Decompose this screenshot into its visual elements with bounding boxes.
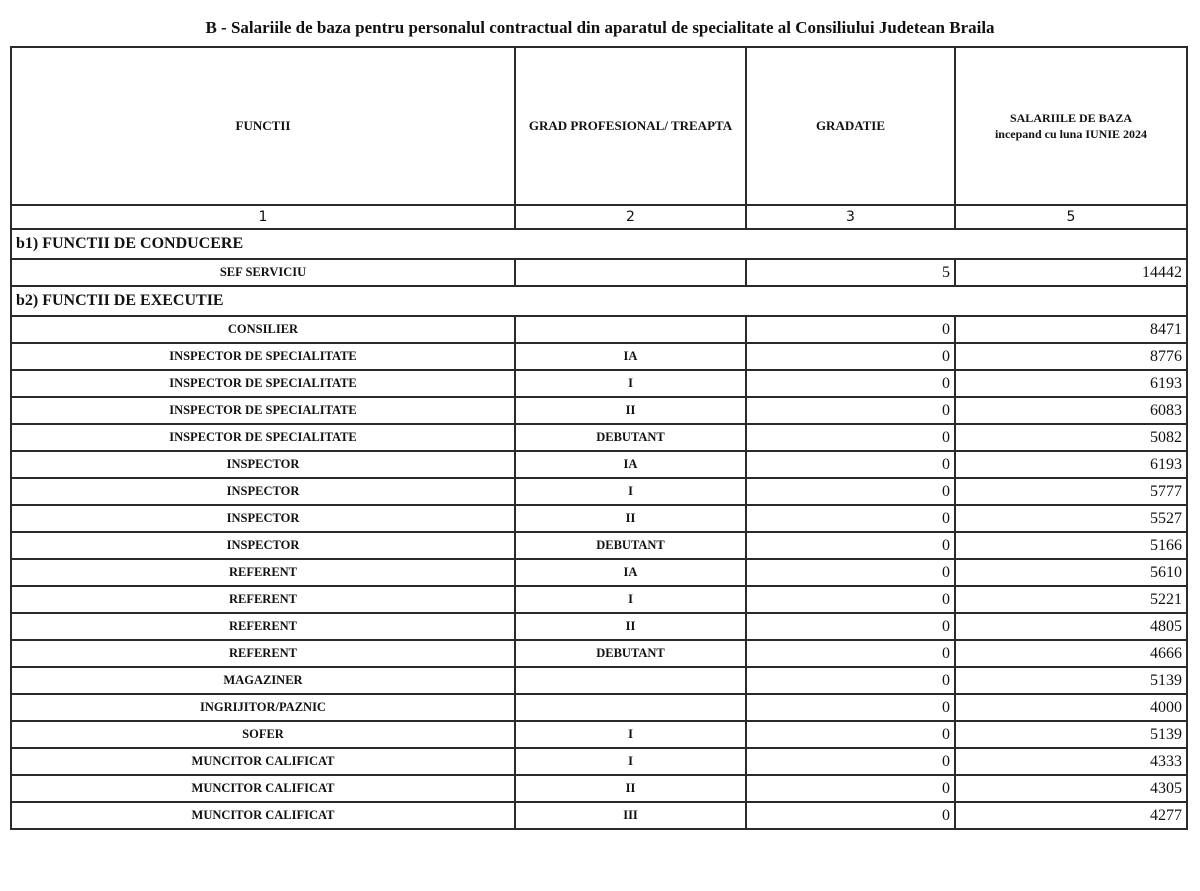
cell-gradatie: 0 (746, 694, 955, 721)
section-row (11, 286, 1187, 316)
header-grad-profesional: GRAD PROFESIONAL/ TREAPTA (515, 47, 746, 205)
cell-gradatie: 0 (746, 370, 955, 397)
cell-functie: INSPECTOR (11, 451, 515, 478)
salary-table-body (11, 47, 1187, 829)
cell-salariu: 5082 (955, 424, 1187, 451)
table-row (11, 451, 1187, 478)
cell-gradatie: 0 (746, 505, 955, 532)
cell-gradatie: 0 (746, 424, 955, 451)
cell-functie: INSPECTOR DE SPECIALITATE (11, 343, 515, 370)
section-row (11, 229, 1187, 259)
section-title: b2) FUNCTII DE EXECUTIE (11, 286, 1187, 316)
cell-salariu: 5610 (955, 559, 1187, 586)
cell-grad: DEBUTANT (515, 640, 746, 667)
cell-grad (515, 259, 746, 286)
cell-functie: INSPECTOR DE SPECIALITATE (11, 370, 515, 397)
table-row (11, 613, 1187, 640)
table-row (11, 343, 1187, 370)
table-row (11, 478, 1187, 505)
table-row (11, 370, 1187, 397)
cell-grad: IA (515, 451, 746, 478)
cell-functie: CONSILIER (11, 316, 515, 343)
cell-grad: I (515, 478, 746, 505)
cell-functie: MUNCITOR CALIFICAT (11, 748, 515, 775)
header-salariile-line2: incepand cu luna IUNIE 2024 (994, 127, 1148, 141)
table-row (11, 424, 1187, 451)
cell-grad: II (515, 775, 746, 802)
column-number: 5 (955, 205, 1187, 229)
cell-gradatie: 0 (746, 775, 955, 802)
cell-grad (515, 667, 746, 694)
cell-grad: II (515, 613, 746, 640)
cell-salariu: 6193 (955, 451, 1187, 478)
cell-functie: REFERENT (11, 559, 515, 586)
header-gradatie: GRADATIE (746, 47, 955, 205)
document-title: B - Salariile de baza pentru personalul contractual din aparatul de specialitate al Consiliului Judetean Braila (205, 18, 995, 37)
table-row (11, 640, 1187, 667)
cell-salariu: 4000 (955, 694, 1187, 721)
table-row (11, 559, 1187, 586)
cell-gradatie: 0 (746, 613, 955, 640)
cell-gradatie: 0 (746, 802, 955, 829)
section-title: b1) FUNCTII DE CONDUCERE (11, 229, 1187, 259)
table-row (11, 532, 1187, 559)
table-row (11, 721, 1187, 748)
cell-grad: I (515, 370, 746, 397)
cell-grad: I (515, 586, 746, 613)
cell-salariu: 5221 (955, 586, 1187, 613)
cell-salariu: 4305 (955, 775, 1187, 802)
cell-gradatie: 0 (746, 451, 955, 478)
cell-functie: MAGAZINER (11, 667, 515, 694)
cell-salariu: 6083 (955, 397, 1187, 424)
cell-functie: REFERENT (11, 586, 515, 613)
cell-salariu: 8471 (955, 316, 1187, 343)
table-row (11, 586, 1187, 613)
cell-salariu: 14442 (955, 259, 1187, 286)
cell-functie: REFERENT (11, 640, 515, 667)
table-row (11, 667, 1187, 694)
cell-salariu: 4277 (955, 802, 1187, 829)
table-row (11, 802, 1187, 829)
cell-functie: SOFER (11, 721, 515, 748)
cell-functie: INSPECTOR DE SPECIALITATE (11, 397, 515, 424)
column-number: 3 (746, 205, 955, 229)
cell-salariu: 5139 (955, 667, 1187, 694)
cell-functie: INSPECTOR (11, 532, 515, 559)
cell-gradatie: 0 (746, 478, 955, 505)
header-row (11, 47, 1187, 205)
column-number-row (11, 205, 1187, 229)
cell-grad: DEBUTANT (515, 532, 746, 559)
cell-functie: INSPECTOR (11, 478, 515, 505)
cell-grad: IA (515, 559, 746, 586)
cell-gradatie: 0 (746, 559, 955, 586)
cell-salariu: 8776 (955, 343, 1187, 370)
cell-salariu: 5527 (955, 505, 1187, 532)
cell-salariu: 6193 (955, 370, 1187, 397)
cell-grad: I (515, 748, 746, 775)
cell-gradatie: 0 (746, 397, 955, 424)
cell-gradatie: 0 (746, 586, 955, 613)
table-row (11, 316, 1187, 343)
table-row (11, 397, 1187, 424)
cell-gradatie: 0 (746, 532, 955, 559)
header-salariile-line1: SALARIILE DE BAZA (1009, 110, 1133, 125)
table-row (11, 505, 1187, 532)
cell-functie: REFERENT (11, 613, 515, 640)
cell-functie: SEF SERVICIU (11, 259, 515, 286)
table-row (11, 775, 1187, 802)
cell-functie: INSPECTOR DE SPECIALITATE (11, 424, 515, 451)
cell-salariu: 4805 (955, 613, 1187, 640)
cell-grad: III (515, 802, 746, 829)
cell-gradatie: 0 (746, 667, 955, 694)
cell-grad: II (515, 397, 746, 424)
cell-gradatie: 0 (746, 748, 955, 775)
cell-gradatie: 5 (746, 259, 955, 286)
cell-salariu: 5139 (955, 721, 1187, 748)
cell-gradatie: 0 (746, 640, 955, 667)
table-row (11, 694, 1187, 721)
cell-grad: I (515, 721, 746, 748)
cell-salariu: 4333 (955, 748, 1187, 775)
cell-grad (515, 694, 746, 721)
cell-grad: II (515, 505, 746, 532)
column-number: 1 (11, 205, 515, 229)
table-row (11, 259, 1187, 286)
cell-functie: MUNCITOR CALIFICAT (11, 802, 515, 829)
table-row (11, 748, 1187, 775)
cell-grad (515, 316, 746, 343)
cell-grad: IA (515, 343, 746, 370)
cell-gradatie: 0 (746, 721, 955, 748)
cell-grad: DEBUTANT (515, 424, 746, 451)
cell-functie: MUNCITOR CALIFICAT (11, 775, 515, 802)
cell-gradatie: 0 (746, 343, 955, 370)
header-salariile-de-baza (955, 47, 1187, 205)
cell-salariu: 5777 (955, 478, 1187, 505)
header-functii: FUNCTII (11, 47, 515, 205)
cell-salariu: 4666 (955, 640, 1187, 667)
salary-table (10, 46, 1188, 830)
cell-gradatie: 0 (746, 316, 955, 343)
cell-functie: INSPECTOR (11, 505, 515, 532)
cell-salariu: 5166 (955, 532, 1187, 559)
cell-functie: INGRIJITOR/PAZNIC (11, 694, 515, 721)
column-number: 2 (515, 205, 746, 229)
